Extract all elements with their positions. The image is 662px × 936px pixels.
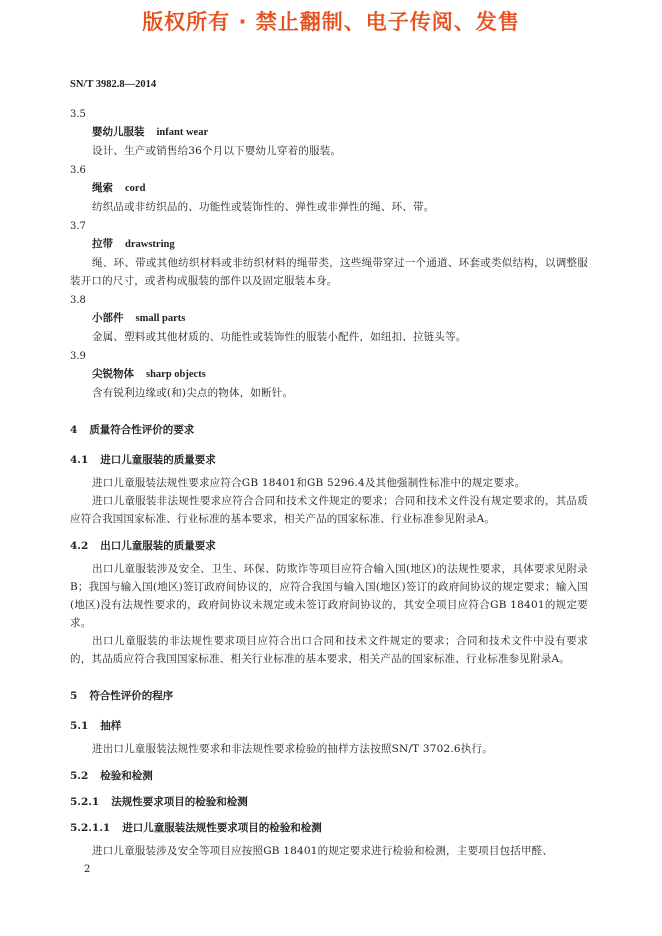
- page-number: 2: [84, 864, 91, 875]
- paragraph: 进口儿童服装法规性要求应符合GB 18401和GB 5296.4及其他强制性标准中的规定要求。: [92, 477, 526, 489]
- term-title: 婴幼儿服装 infant wear: [92, 126, 209, 138]
- term-definition: 含有锐利边缘或(和)尖点的物体，如断针。: [92, 387, 294, 399]
- paragraph: 出口儿童服装的非法规性要求项目应符合出口合同和技术文件规定的要求；合同和技术文件中没有要求的，其品质应符合我国国家标准、相关行业标准的基本要求，相关产品的国家标准、行业标准参见附录A。: [70, 635, 588, 665]
- section-heading-5-2-1-1: 5.2.1.1 进口儿童服装法规性要求项目的检验和检测: [70, 822, 322, 834]
- term-title: 绳索 cord: [92, 182, 146, 194]
- section-heading-4-2: 4.2 出口儿童服装的质量要求: [70, 540, 216, 552]
- paragraph: 进出口儿童服装法规性要求和非法规性要求检验的抽样方法按照SN/T 3702.6执行。: [92, 743, 493, 755]
- term-3-8: [70, 294, 588, 346]
- section-heading-5-1: 5.1 抽样: [70, 720, 122, 732]
- section-heading-5-2: 5.2 检验和检测: [70, 770, 153, 782]
- term-definition: 金属、塑料或其他材质的、功能性或装饰性的服装小配件，如纽扣、拉链头等。: [92, 331, 467, 343]
- paragraph: 出口儿童服装涉及安全、卫生、环保、防欺诈等项目应符合输入国(地区)的法规性要求，具体要求见附录B；我国与输入国(地区)签订政府间协议的，应符合我国与输入国(地区)签订的政府间协议的规定要求；输入国(地区)没有法规性要求的，政府间协议未规定或未签订政府间协议的，其安全项目应符合GB 18401的规定要求。: [70, 563, 588, 629]
- term-title: 小部件 small parts: [92, 312, 186, 324]
- term-title: 尖锐物体 sharp objects: [92, 368, 206, 380]
- section-heading-5-2-1: 5.2.1 法规性要求项目的检验和检测: [70, 796, 248, 808]
- term-number: 3.8: [70, 295, 86, 306]
- section-heading-4-1: 4.1 进口儿童服装的质量要求: [70, 454, 216, 466]
- term-number: 3.5: [70, 109, 86, 120]
- term-number: 3.7: [70, 221, 86, 232]
- term-3-7: [70, 220, 588, 290]
- term-3-5: [70, 108, 588, 160]
- paragraph: 进口儿童服装涉及安全等项目应按照GB 18401的规定要求进行检验和检测，主要项目包括甲醛、: [92, 845, 554, 857]
- term-number: 3.6: [70, 165, 86, 176]
- term-3-9: [70, 350, 588, 402]
- paragraph: 进口儿童服装非法规性要求应符合合同和技术文件规定的要求；合同和技术文件没有规定要求的，其品质应符合我国国家标准、行业标准的基本要求，相关产品的国家标准、行业标准参见附录A。: [70, 495, 588, 525]
- document-body: [70, 108, 588, 860]
- term-number: 3.9: [70, 351, 86, 362]
- section-heading-5: 5 符合性评价的程序: [70, 690, 174, 702]
- term-definition: 纺织品或非纺织品的、功能性或装饰性的、弹性或非弹性的绳、环、带。: [92, 201, 435, 213]
- section-heading-4: 4 质量符合性评价的要求: [70, 424, 195, 436]
- standard-code: SN/T 3982.8—2014: [70, 79, 157, 90]
- term-title: 拉带 drawstring: [92, 238, 175, 250]
- term-definition: 设计、生产或销售给36个月以下婴幼儿穿着的服装。: [92, 145, 342, 157]
- term-definition: 绳、环、带或其他纺织材料或非纺织材料的绳带类，这些绳带穿过一个通道、环套或类似结构，以调整服装开口的尺寸，或者构成服装的部件以及固定服装本身。: [70, 257, 588, 287]
- watermark: 版权所有 · 禁止翻制、电子传阅、发售: [142, 10, 520, 34]
- term-3-6: [70, 164, 588, 216]
